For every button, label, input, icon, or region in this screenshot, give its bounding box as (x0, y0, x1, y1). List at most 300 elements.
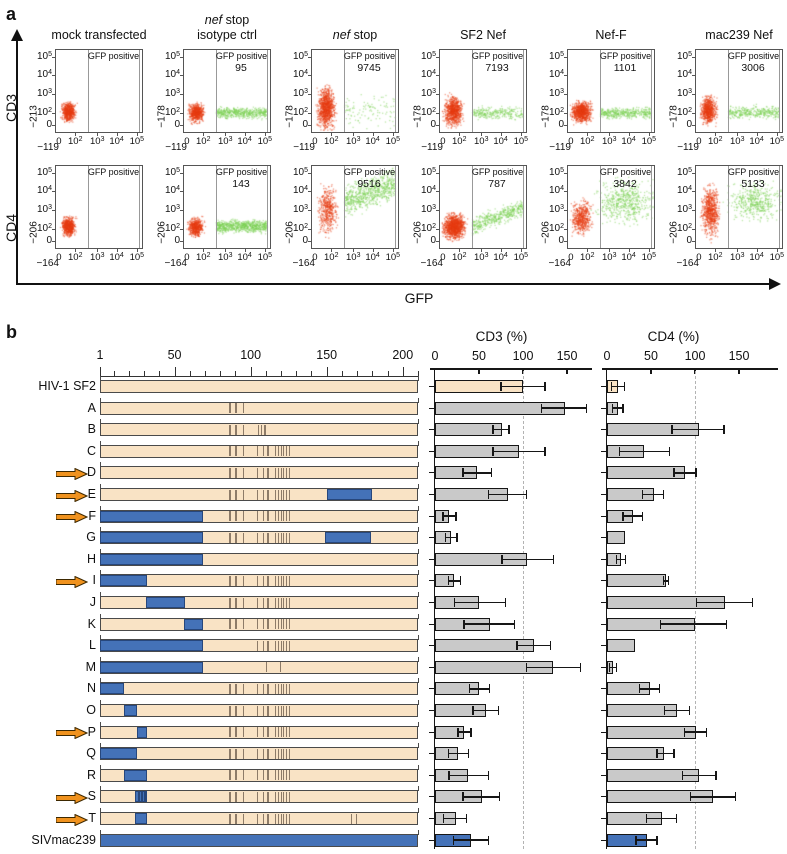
x-low-label: −164 (292, 258, 315, 269)
gate-line (88, 166, 89, 248)
gfp-positive-count: 95 (235, 62, 247, 74)
y-tick (692, 241, 695, 242)
mutation-tick (283, 468, 284, 478)
row-label-I: I (92, 573, 96, 588)
gate-label: GFP positive (599, 51, 652, 61)
mutation-tick (267, 468, 268, 478)
row-label-HIV-1-SF2: HIV-1 SF2 (38, 379, 96, 393)
chart-axis-number: 50 (644, 349, 658, 363)
schematic-end-tick-right (418, 700, 419, 705)
mutation-tick (263, 511, 264, 521)
mutation-tick (283, 814, 284, 824)
mutation-tick (267, 792, 268, 802)
schematic-end-tick-right (418, 786, 419, 791)
x-tick-label: $10^5$ (513, 252, 529, 263)
mutation-tick (283, 749, 284, 759)
cd4-HIV-1-SF2-errorbar (611, 386, 624, 387)
cd3-C-errorcap-high (544, 447, 545, 456)
schematic-end-tick-left (100, 462, 101, 467)
schematic-end-tick-right (418, 398, 419, 403)
x-tick (97, 249, 98, 252)
mutation-tick (283, 490, 284, 500)
chart-row-tick (429, 559, 434, 560)
y-tick-label: $10^5$ (36, 51, 52, 62)
mutation-tick (278, 490, 279, 500)
cd4-O-errorcap-high (689, 706, 690, 715)
mutation-tick (229, 511, 230, 521)
schematic-end-tick-left (100, 570, 101, 575)
row-label-R: R (86, 767, 96, 782)
chart-row-tick (429, 580, 434, 581)
chart-row-tick (429, 753, 434, 754)
x-tick-label: $10^3$ (89, 136, 105, 147)
cd3-D-errorcap-high (491, 468, 492, 477)
mutation-tick (267, 749, 268, 759)
y-tick (564, 241, 567, 242)
y-tick (308, 241, 311, 242)
mutation-tick (235, 792, 236, 802)
mutation-tick (263, 619, 264, 629)
cd3-O-errorcap-high (498, 706, 499, 715)
row-label-J: J (89, 595, 96, 609)
mutation-tick (235, 576, 236, 586)
row-label-L: L (89, 638, 96, 653)
ruler-minor-tick (144, 371, 145, 376)
mutation-tick (235, 468, 236, 478)
ruler-major-tick (175, 367, 176, 376)
mutation-tick (275, 533, 276, 543)
flow-plot-r0c4 (567, 49, 655, 133)
schematic-bar-F (100, 510, 418, 523)
cd3-I-errorcap-high (460, 576, 461, 585)
mutation-tick (267, 490, 268, 500)
y-tick (564, 229, 567, 230)
mutation-tick (263, 490, 264, 500)
chart-row-tick (601, 559, 606, 560)
arrow-icon (56, 489, 88, 501)
gate-right-line (523, 50, 524, 132)
schematic-end-tick-right (418, 830, 419, 835)
y-tick (308, 57, 311, 58)
mutation-tick (286, 706, 287, 716)
x-tick (393, 249, 394, 252)
y-tick (52, 191, 55, 192)
y-tick-label: $10^2$ (36, 107, 52, 118)
y-tick-label: $10^4$ (36, 69, 52, 80)
chart-row-tick (601, 602, 606, 603)
x-tick (777, 133, 778, 136)
cd3-L-errorcap-high (550, 641, 551, 650)
mutation-tick (289, 727, 290, 737)
x-tick-label: $10^4$ (749, 252, 764, 263)
chart-row-tick (429, 645, 434, 646)
mutation-tick (278, 641, 279, 651)
mutation-tick (267, 814, 268, 824)
chart-axis-tick (478, 368, 479, 374)
blue-segment (146, 597, 186, 608)
x-tick-label: $10^3$ (473, 136, 489, 147)
mutation-tick (289, 490, 290, 500)
y-tick-label: $10^3$ (36, 88, 52, 99)
y-zero-label: 0 (430, 119, 436, 130)
cd3-K-errorcap-high (514, 620, 515, 629)
mutation-tick (257, 533, 258, 543)
cd4-I-errorcap-low (663, 576, 664, 585)
row-label-D: D (86, 465, 96, 480)
x-tick (117, 249, 118, 252)
cd4-H-errorcap-low (616, 555, 617, 564)
y-zero-label: 0 (558, 235, 564, 246)
y-tick-label: $10^5$ (420, 167, 436, 178)
chart-row-tick (601, 537, 606, 538)
schematic-end-tick-left (100, 376, 101, 381)
y-tick-label: $10^2$ (548, 223, 564, 234)
schematic-bar-T (100, 812, 418, 825)
cd4-F-errorbar (623, 515, 642, 516)
mutation-tick (283, 511, 284, 521)
ruler-minor-tick (159, 371, 160, 376)
y-tick-label: $10^3$ (292, 204, 308, 215)
mutation-tick (235, 770, 236, 780)
row-label-SIVmac239: SIVmac239 (31, 832, 96, 847)
mutation-tick (283, 706, 284, 716)
cd3-HIV-1-SF2-errorbar (501, 386, 545, 387)
cd4-C-errorcap-low (619, 447, 620, 456)
y-tick (180, 125, 183, 126)
x-tick (245, 133, 246, 136)
flow-plot-r1c4 (567, 165, 655, 249)
mutation-tick (267, 641, 268, 651)
y-tick (308, 191, 311, 192)
gfp-positive-count: 787 (488, 178, 506, 190)
mutation-tick (283, 727, 284, 737)
x-zero-label: 0 (696, 252, 702, 263)
chart-axis-number: 150 (556, 349, 578, 363)
schematic-end-tick-left (100, 830, 101, 835)
cd4-P-bar (607, 726, 696, 739)
mutation-tick (286, 511, 287, 521)
mutation-tick (235, 814, 236, 824)
cd3-C-errorbar (493, 451, 545, 452)
mutation-tick (286, 684, 287, 694)
y-tick-label: $10^2$ (548, 107, 564, 118)
mutation-tick (229, 403, 230, 413)
mutation-tick (289, 598, 290, 608)
cd4-O-errorcap-low (664, 706, 665, 715)
mutation-tick (229, 490, 230, 500)
cd4-N-errorcap-high (659, 684, 660, 693)
x-tick-label: $10^2$ (67, 252, 83, 263)
ruler-minor-tick (129, 371, 130, 376)
y-tick-label: $10^3$ (548, 88, 564, 99)
chart-axis-number: 150 (728, 349, 750, 363)
x-tick (373, 249, 374, 252)
gate-label: GFP positive (471, 167, 524, 177)
cd4-S-errorcap-high (735, 792, 736, 801)
y-tick (436, 125, 439, 126)
x-tick (737, 249, 738, 252)
x-tick-label: $10^5$ (513, 136, 529, 147)
mutation-tick (278, 468, 279, 478)
y-low-label: −178 (156, 105, 168, 128)
x-tick (587, 249, 588, 252)
blue-segment (327, 489, 373, 500)
cd3-T-errorcap-high (466, 814, 467, 823)
y-tick (180, 173, 183, 174)
y-tick (52, 241, 55, 242)
chart-row-tick (601, 645, 606, 646)
y-tick (180, 94, 183, 95)
x-tick-label: $10^3$ (217, 252, 233, 263)
gate-line (728, 166, 729, 248)
cd3-E-errorbar (489, 494, 527, 495)
row-label-Q: Q (86, 746, 96, 761)
mutation-tick (257, 446, 258, 456)
schematic-end-tick-left (100, 765, 101, 770)
gfp-positive-count: 3006 (741, 62, 765, 74)
schematic-end-tick-right (418, 635, 419, 640)
x-tick-label: $10^4$ (493, 252, 508, 263)
gate-right-line (139, 166, 140, 248)
cd3-O-errorbar (473, 710, 499, 711)
schematic-end-tick-right (418, 765, 419, 770)
y-tick (692, 94, 695, 95)
x-tick (757, 249, 758, 252)
mutation-tick (275, 446, 276, 456)
y-tick (436, 210, 439, 211)
y-tick (436, 75, 439, 76)
ruler-number: 150 (316, 348, 338, 362)
cd4-E-errorcap-high (663, 490, 664, 499)
arrow-icon (56, 510, 88, 522)
chart-axis-tick (738, 368, 739, 374)
mutation-tick (229, 619, 230, 629)
x-tick-label: $10^2$ (323, 136, 339, 147)
cd3-J-errorbar (454, 602, 505, 603)
mutation-tick (283, 792, 284, 802)
schematic-end-tick-right (418, 506, 419, 511)
y-tick (180, 75, 183, 76)
cd4-HIV-1-SF2-errorcap-low (611, 382, 612, 391)
cd4-N-errorbar (640, 688, 660, 689)
y-tick-label: $10^4$ (676, 69, 692, 80)
mutation-tick (286, 814, 287, 824)
mutation-tick (275, 468, 276, 478)
mutation-tick (257, 727, 258, 737)
cd3-T-errorbar (444, 818, 467, 819)
chart-row-tick (601, 472, 606, 473)
mutation-tick (235, 425, 236, 435)
cd4-B-errorcap-low (671, 425, 672, 434)
mutation-tick (235, 727, 236, 737)
mutation-tick (286, 490, 287, 500)
chart-row-tick (429, 818, 434, 819)
mutation-tick (229, 727, 230, 737)
ruler-minor-tick (388, 371, 389, 376)
cd4-axis-label: CD4 (3, 214, 19, 243)
flow-plot-r0c2 (311, 49, 399, 133)
cd3-J-errorcap-high (505, 598, 506, 607)
schematic-end-tick-right (418, 678, 419, 683)
chart-axis-number: 100 (512, 349, 534, 363)
y-tick (308, 94, 311, 95)
mutation-tick (243, 468, 244, 478)
y-tick (564, 94, 567, 95)
x-tick (481, 133, 482, 136)
y-axis-arrowhead (11, 29, 23, 41)
y-low-label: −206 (540, 221, 552, 244)
gate-label: GFP positive (343, 167, 396, 177)
x-tick-label: $10^2$ (451, 252, 467, 263)
gate-label: GFP positive (215, 51, 268, 61)
flow-plot-title: SF2 Nef (460, 28, 506, 42)
ruler-minor-tick (190, 371, 191, 376)
cd3-S-errorcap-high (499, 792, 500, 801)
y-low-label: −206 (284, 221, 296, 244)
gate-label: GFP positive (215, 167, 268, 177)
y-tick (180, 113, 183, 114)
cd4-P-errorcap-low (684, 728, 685, 737)
cd3-SIVmac239-errorcap-low (453, 836, 454, 845)
cd3-N-errorcap-low (469, 684, 470, 693)
schematic-end-tick-right (418, 614, 419, 619)
mutation-tick (257, 511, 258, 521)
cd3-F-errorcap-low (442, 512, 443, 521)
gate-line (728, 50, 729, 132)
mutation-tick (229, 770, 230, 780)
mutation-tick (263, 684, 264, 694)
ruler-number: 50 (167, 348, 182, 362)
cd4-T-errorcap-low (646, 814, 647, 823)
cd3-I-errorcap-low (448, 576, 449, 585)
y-tick-label: $10^4$ (292, 69, 308, 80)
mutation-tick (275, 490, 276, 500)
cd3-B-errorcap-high (508, 425, 509, 434)
mutation-tick (235, 598, 236, 608)
ruler-number: 200 (392, 348, 414, 362)
schematic-end-tick-left (100, 722, 101, 727)
mutation-tick (257, 490, 258, 500)
segment-mark (138, 792, 140, 802)
mutation-tick (243, 706, 244, 716)
arrow-icon (56, 467, 88, 479)
mutation-tick (289, 619, 290, 629)
mutation-tick (289, 792, 290, 802)
x-axis-arrowhead (769, 278, 781, 290)
cd3-K-errorcap-low (463, 620, 464, 629)
gfp-positive-count: 9516 (357, 178, 381, 190)
x-tick (609, 249, 610, 252)
cd3-Q-errorcap-low (448, 749, 449, 758)
mutation-tick (263, 770, 264, 780)
mutation-tick (289, 641, 290, 651)
y-tick-label: $10^2$ (36, 223, 52, 234)
y-tick-label: $10^4$ (548, 69, 564, 80)
mutation-tick (243, 770, 244, 780)
cd3-R-errorbar (449, 775, 489, 776)
chart-row-tick (601, 408, 606, 409)
schematic-end-tick-left (100, 592, 101, 597)
blue-segment (124, 770, 147, 781)
cd4-M-errorcap-low (609, 663, 610, 672)
mutation-tick (278, 770, 279, 780)
schematic-end-tick-left (100, 678, 101, 683)
cd4-D-errorbar (674, 472, 696, 473)
mutation-tick (275, 749, 276, 759)
x-low-label: −119 (549, 142, 571, 153)
ruler-minor-tick (235, 371, 236, 376)
chart-row-tick (429, 710, 434, 711)
cd3-G-errorbar (446, 537, 457, 538)
cd3-axis-label: CD3 (3, 94, 19, 123)
row-label-S: S (87, 789, 96, 804)
row-label-F: F (88, 508, 96, 523)
chart-axis-number: 100 (684, 349, 706, 363)
scatter-dots (56, 166, 142, 248)
mutation-tick (283, 641, 284, 651)
y-tick (308, 113, 311, 114)
mutation-tick (243, 598, 244, 608)
blue-segment (100, 748, 137, 759)
y-tick-label: $10^2$ (676, 223, 692, 234)
y-tick-label: $10^3$ (420, 88, 436, 99)
x-tick-label: $10^2$ (707, 136, 723, 147)
x-tick (629, 133, 630, 136)
mutation-tick (264, 425, 265, 435)
x-tick (521, 133, 522, 136)
mutation-tick (283, 533, 284, 543)
arrow-icon (56, 726, 88, 738)
chart-axis-number: 0 (431, 349, 439, 363)
cd4-M-errorcap-high (616, 663, 617, 672)
mutation-tick (243, 814, 244, 824)
cd3-I-errorbar (448, 580, 460, 581)
chart-row-tick (601, 840, 606, 841)
x-tick-label: $10^5$ (129, 252, 145, 263)
x-tick-label: $10^5$ (641, 136, 657, 147)
cd3-chart-title: CD3 (%) (475, 329, 528, 344)
y-tick-label: $10^3$ (164, 88, 180, 99)
cd4-N-errorcap-low (639, 684, 640, 693)
mutation-tick (235, 749, 236, 759)
schematic-end-tick-right (418, 376, 419, 381)
chart-row-tick (429, 494, 434, 495)
blue-segment (325, 532, 371, 543)
mutation-tick (266, 662, 267, 672)
flow-plot-r1c3 (439, 165, 527, 249)
y-tick (308, 210, 311, 211)
segment-mark (141, 792, 143, 802)
schematic-end-tick-right (418, 743, 419, 748)
y-tick (52, 125, 55, 126)
chart-row-tick (429, 732, 434, 733)
mutation-tick (283, 576, 284, 586)
mutation-tick (257, 770, 258, 780)
y-tick-label: $10^3$ (548, 204, 564, 215)
cd3-M-errorbar (527, 667, 581, 668)
mutation-tick (243, 490, 244, 500)
schematic-end-tick-right (418, 549, 419, 554)
mutation-tick (286, 619, 287, 629)
x-tick (245, 249, 246, 252)
mutation-tick (278, 814, 279, 824)
x-tick-label: $10^4$ (237, 252, 252, 263)
x-tick-label: $10^4$ (749, 136, 764, 147)
mutation-tick (263, 749, 264, 759)
cd4-E-errorbar (642, 494, 663, 495)
mutation-tick (263, 727, 264, 737)
x-tick (649, 133, 650, 136)
